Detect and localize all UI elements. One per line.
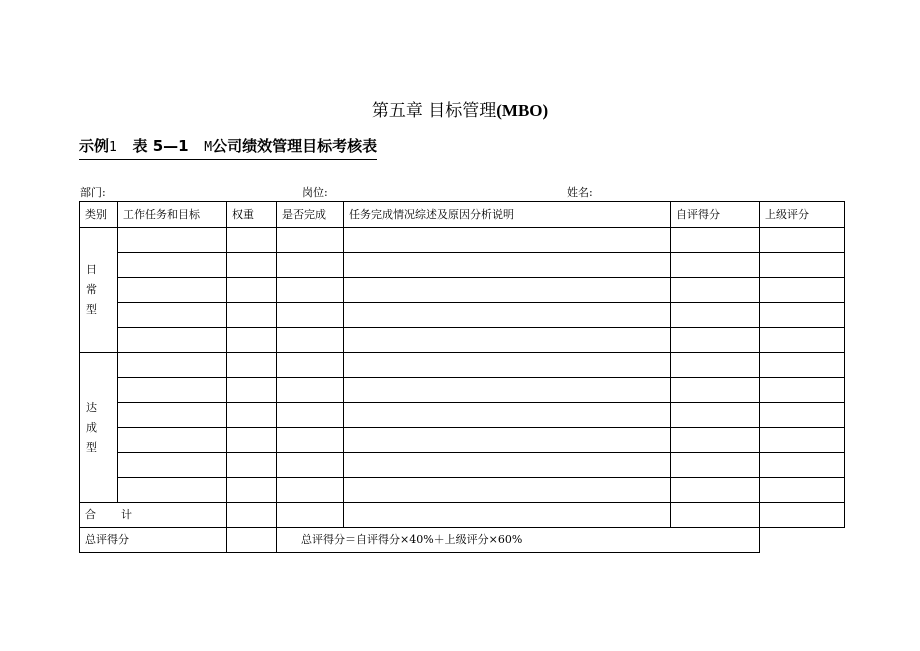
table-cell[interactable] (344, 303, 671, 328)
appraisal-table (79, 201, 845, 553)
table-row (80, 328, 845, 353)
final-score-supervisor-cell[interactable] (760, 528, 845, 553)
score-formula: 总评得分＝自评得分×40%＋上级评分×60% (277, 528, 760, 553)
table-cell[interactable] (344, 403, 671, 428)
table-cell[interactable] (227, 228, 277, 253)
table-row (80, 303, 845, 328)
table-cell[interactable] (227, 353, 277, 378)
table-cell[interactable] (277, 403, 344, 428)
table-cell[interactable] (227, 378, 277, 403)
table-cell[interactable] (671, 428, 760, 453)
table-cell[interactable] (227, 453, 277, 478)
header-self-score: 自评得分 (671, 202, 760, 228)
table-cell[interactable] (227, 278, 277, 303)
example-table-number: 表 5—1 (132, 137, 194, 155)
table-cell[interactable] (760, 453, 845, 478)
table-cell[interactable] (227, 253, 277, 278)
table-cell[interactable] (227, 403, 277, 428)
dept-label: 部门: (80, 186, 106, 199)
header-completed: 是否完成 (277, 202, 344, 228)
chapter-title-mbo: (MBO) (496, 101, 549, 120)
table-row (80, 228, 845, 253)
example-prefix: 示例 (79, 137, 110, 155)
table-cell[interactable] (118, 403, 227, 428)
table-cell[interactable] (227, 328, 277, 353)
table-cell[interactable] (277, 478, 344, 503)
group-achievement (80, 353, 118, 503)
table-cell[interactable] (671, 303, 760, 328)
table-cell[interactable] (760, 403, 845, 428)
table-row (80, 278, 845, 303)
table-cell[interactable] (118, 228, 227, 253)
table-cell[interactable] (277, 253, 344, 278)
total-self-score-cell[interactable] (671, 503, 760, 528)
table-cell[interactable] (227, 428, 277, 453)
total-weight-cell[interactable] (227, 503, 277, 528)
table-cell[interactable] (344, 453, 671, 478)
table-cell[interactable] (671, 403, 760, 428)
header-category: 类别 (80, 202, 118, 228)
table-cell[interactable] (344, 353, 671, 378)
example-number: 1 (109, 140, 117, 155)
table-cell[interactable] (277, 428, 344, 453)
table-cell[interactable] (671, 478, 760, 503)
group-routine (80, 228, 118, 353)
final-score-value-cell[interactable] (227, 528, 277, 553)
total-label-b: 计 (121, 508, 132, 521)
table-cell[interactable] (118, 478, 227, 503)
table-row (80, 378, 845, 403)
table-cell[interactable] (760, 253, 845, 278)
table-cell[interactable] (760, 328, 845, 353)
table-cell[interactable] (277, 328, 344, 353)
header-task: 工作任务和目标 (118, 202, 227, 228)
table-row (80, 403, 845, 428)
header-summary: 任务完成情况综述及原因分析说明 (344, 202, 671, 228)
table-cell[interactable] (760, 228, 845, 253)
table-cell[interactable] (760, 303, 845, 328)
table-cell[interactable] (118, 303, 227, 328)
total-label (80, 503, 227, 528)
table-cell[interactable] (277, 353, 344, 378)
example-company-letter: M (204, 140, 213, 155)
table-cell[interactable] (344, 328, 671, 353)
table-cell[interactable] (671, 378, 760, 403)
table-cell[interactable] (760, 428, 845, 453)
table-cell[interactable] (118, 328, 227, 353)
table-cell[interactable] (344, 253, 671, 278)
post-label: 岗位: (302, 186, 328, 199)
table-cell[interactable] (760, 378, 845, 403)
table-row (80, 478, 845, 503)
table-cell[interactable] (277, 278, 344, 303)
table-cell[interactable] (277, 453, 344, 478)
example-heading (79, 136, 377, 160)
group-routine-label: 日常型 (86, 263, 97, 316)
table-cell[interactable] (344, 378, 671, 403)
table-cell[interactable] (118, 428, 227, 453)
total-supervisor-score-cell[interactable] (760, 503, 845, 528)
table-cell[interactable] (118, 378, 227, 403)
table-cell[interactable] (344, 478, 671, 503)
table-cell[interactable] (671, 453, 760, 478)
table-cell[interactable] (344, 428, 671, 453)
total-summary-cell[interactable] (344, 503, 671, 528)
table-cell[interactable] (227, 303, 277, 328)
chapter-title (0, 100, 920, 122)
header-row (80, 202, 845, 228)
table-cell[interactable] (760, 278, 845, 303)
table-cell[interactable] (277, 303, 344, 328)
table-cell[interactable] (118, 353, 227, 378)
table-cell[interactable] (344, 228, 671, 253)
table-row (80, 428, 845, 453)
table-cell[interactable] (671, 278, 760, 303)
table-cell[interactable] (671, 353, 760, 378)
header-supervisor-score: 上级评分 (760, 202, 845, 228)
table-cell[interactable] (671, 228, 760, 253)
table-cell[interactable] (760, 478, 845, 503)
example-table-name: 公司绩效管理目标考核表 (212, 137, 378, 155)
group-achievement-label: 达成型 (86, 400, 97, 454)
final-score-row (80, 528, 845, 553)
table-cell[interactable] (277, 228, 344, 253)
table-row (80, 253, 845, 278)
header-weight: 权重 (227, 202, 277, 228)
total-completed-cell[interactable] (277, 503, 344, 528)
final-score-label: 总评得分 (80, 528, 227, 553)
table-cell[interactable] (118, 278, 227, 303)
table-cell[interactable] (277, 378, 344, 403)
table-cell[interactable] (118, 253, 227, 278)
table-row (80, 353, 845, 378)
table-row (80, 453, 845, 478)
table-cell[interactable] (344, 278, 671, 303)
table-cell[interactable] (760, 353, 845, 378)
table-cell[interactable] (118, 453, 227, 478)
table-cell[interactable] (671, 253, 760, 278)
total-row (80, 503, 845, 528)
table-cell[interactable] (671, 328, 760, 353)
chapter-title-text: 第五章 目标管理 (371, 101, 497, 121)
total-label-a: 合 (85, 508, 96, 521)
name-label: 姓名: (567, 186, 593, 199)
table-cell[interactable] (227, 478, 277, 503)
